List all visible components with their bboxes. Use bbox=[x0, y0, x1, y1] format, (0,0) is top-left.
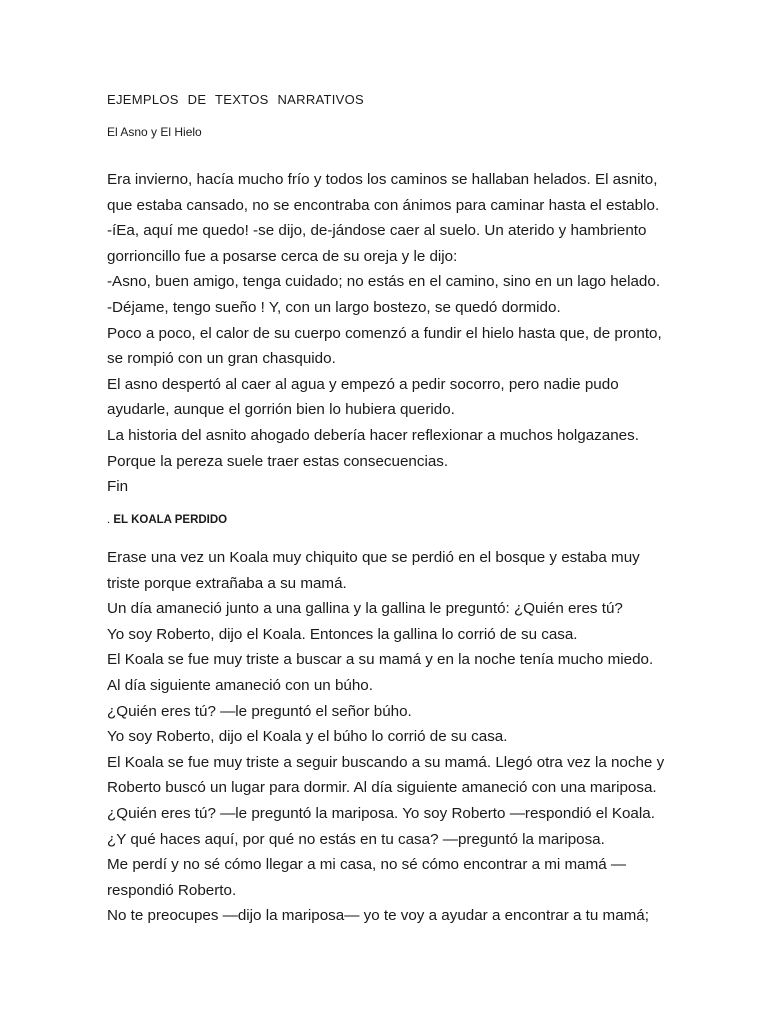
story-line: que estaba cansado, no se encontraba con ánimos para caminar hasta el establo. bbox=[107, 196, 660, 214]
story-line: Roberto buscó un lugar para dormir. Al día siguiente amaneció con una mariposa. bbox=[107, 779, 657, 797]
story-line: Yo soy Roberto, dijo el Koala y el búho lo corrió de su casa. bbox=[107, 728, 508, 746]
story-body-el-koala-perdido bbox=[107, 545, 664, 929]
story-line: Poco a poco, el calor de su cuerpo comenzó a fundir el hielo hasta que, de pronto, bbox=[107, 324, 662, 342]
story-line: El Koala se fue muy triste a seguir buscando a su mamá. Llegó otra vez la noche y bbox=[107, 753, 665, 771]
story-line: respondió Roberto. bbox=[107, 881, 237, 899]
story-line: se rompió con un gran chasquido. bbox=[107, 350, 336, 368]
story-line: Porque la pereza suele traer estas consecuencias. bbox=[107, 452, 449, 470]
story-line: Un día amaneció junto a una gallina y la gallina le preguntó: ¿Quién eres tú? bbox=[107, 600, 623, 618]
story-line: Era invierno, hacía mucho frío y todos los caminos se hallaban helados. El asnito, bbox=[107, 171, 658, 188]
story-line: triste porque extrañaba a su mamá. bbox=[107, 574, 347, 592]
story-title-text: EL KOALA PERDIDO bbox=[113, 514, 228, 526]
story-title-el-asno-y-el-hielo: El Asno y El Hielo bbox=[107, 125, 202, 139]
story-line: ¿Quién eres tú? —le preguntó la mariposa. Yo soy Roberto —respondió el Koala. bbox=[107, 804, 655, 822]
story-line: La historia del asnito ahogado debería hacer reflexionar a muchos holgazanes. bbox=[107, 426, 639, 444]
story-line: Erase una vez un Koala muy chiquito que se perdió en el bosque y estaba muy bbox=[107, 549, 640, 566]
story-line-end: Fin bbox=[107, 478, 129, 496]
story-line: El asno despertó al caer al agua y empezó a pedir socorro, pero nadie pudo bbox=[107, 375, 619, 393]
story-line: Yo soy Roberto, dijo el Koala. Entonces la gallina lo corrió de su casa. bbox=[107, 625, 578, 643]
story-line: -íEa, aquí me quedo! -se dijo, de-jándose caer al suelo. Un aterido y hambriento bbox=[107, 222, 647, 240]
story-line: El Koala se fue muy triste a buscar a su mamá y en la noche tenía mucho miedo. bbox=[107, 651, 654, 669]
story-line: No te preocupes —dijo la mariposa— yo te voy a ayudar a encontrar a tu mamá; bbox=[107, 907, 649, 925]
story-line: ¿Y qué haces aquí, por qué no estás en tu casa? —preguntó la mariposa. bbox=[107, 830, 605, 848]
story-title-el-koala-perdido bbox=[107, 514, 227, 526]
story-title-prefix: . bbox=[107, 514, 114, 526]
story-line: -Asno, buen amigo, tenga cuidado; no estás en el camino, sino en un lago helado. bbox=[107, 273, 661, 291]
story-line: -Déjame, tengo sueño ! Y, con un largo bostezo, se quedó dormido. bbox=[107, 298, 561, 316]
story-line: ¿Quién eres tú? —le preguntó el señor búho. bbox=[107, 702, 412, 720]
story-body-el-asno-y-el-hielo bbox=[107, 167, 662, 500]
story-line: gorrioncillo fue a posarse cerca de su oreja y le dijo: bbox=[107, 247, 458, 265]
story-line: Al día siguiente amaneció con un búho. bbox=[107, 676, 373, 694]
story-line: ayudarle, aunque el gorrión bien lo hubiera querido. bbox=[107, 401, 455, 419]
document-title: EJEMPLOS DE TEXTOS NARRATIVOS bbox=[107, 92, 365, 107]
story-line: Me perdí y no sé cómo llegar a mi casa, no sé cómo encontrar a mi mamá — bbox=[107, 856, 627, 874]
